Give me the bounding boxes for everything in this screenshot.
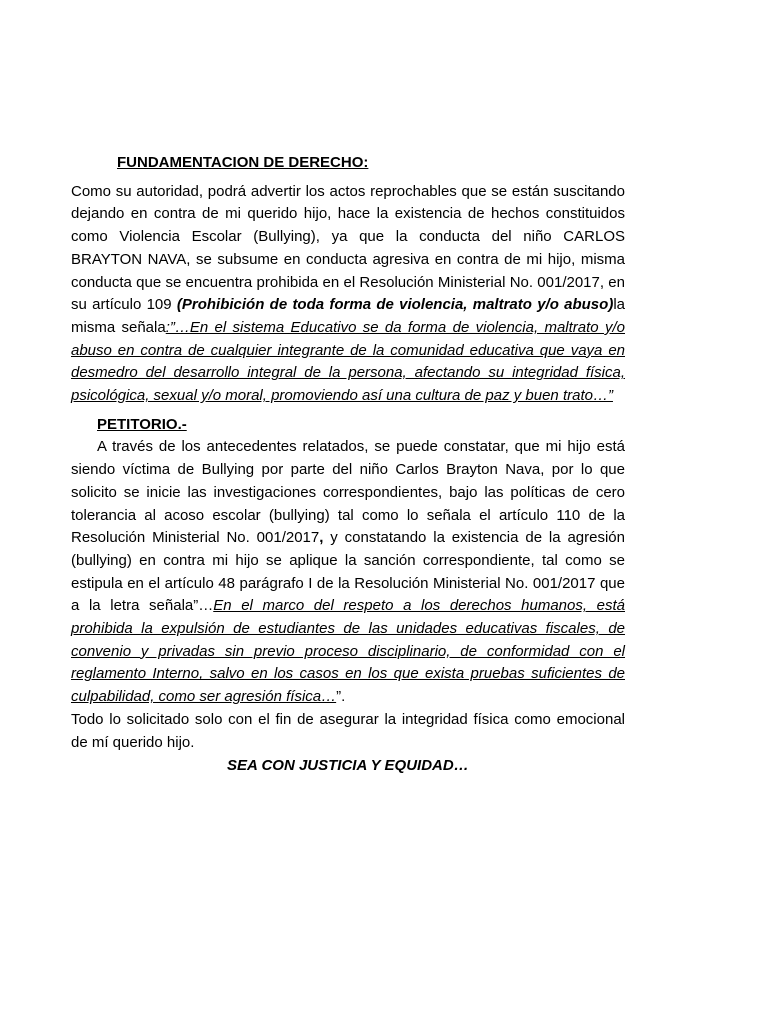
- paragraph-petitorio-text2: y constatando la existencia de la agresión (bullying) en contra mi hijo se aplique la sanción correspondiente, tal como se estipula en el artículo 48 parágrafo I de la Resolución Ministerial No. 001/2017 que a la letra señala”…: [71, 529, 625, 615]
- paragraph-closing-request: Todo lo solicitado solo con el fin de asegurar la integridad física como emocional de mí querido hijo.: [71, 710, 625, 751]
- heading-fundamentacion: FUNDAMENTACION DE DERECHO:: [117, 154, 369, 171]
- paragraph-fundamentacion-mid: la misma señala: [71, 296, 625, 336]
- document-page: [71, 152, 625, 778]
- article-quote: :”…En el sistema Educativo se da forma de violencia, maltrato y/o abuso en contra de cualquier integrante de la comunidad educativa que vaya en desmedro del desarrollo integral de la persona, afectando su integridad física, psicológica, sexual y/o moral, promoviendo así una cultura de paz y buen trato…”: [71, 318, 625, 405]
- paragraph-fundamentacion-text: Como su autoridad, podrá advertir los actos reprochables que se están suscitando dejando en contra de mi querido hijo, hace la existencia de hechos constituidos como Violencia Escolar (Bullying), ya que la conducta del niño CARLOS BRAYTON NAVA, se subsume en conducta agresiva en contra de mi hijo, misma conducta que se encuentra prohibida en el Resolución Ministerial No. 001/2017, en su artículo 109: [71, 182, 625, 314]
- paragraph-petitorio-text1: A través de los antecedentes relatados, se puede constatar, que mi hijo está siendo víctima de Bullying por parte del niño Carlos Brayton Nava, por lo que solicito se inicie las investigaciones correspondientes, bajo las políticas de cero tolerancia al acoso escolar (bullying) tal como lo señala el artículo 110 de la Resolución Ministerial No. 001/2017: [71, 438, 625, 547]
- paragraph-petitorio-comma: ,: [319, 529, 324, 547]
- article-48-quote: En el marco del respeto a los derechos humanos, está prohibida la expulsión de estudiantes de las unidades educativas fiscales, de convenio y privadas sin previo proceso disciplinario, de conformidad con el reglamento Interno, salvo en los casos en los que exista pruebas suficientes de culpabilidad, como ser agresión física…: [71, 597, 625, 706]
- paragraph-fundamentacion: [71, 181, 625, 408]
- heading-petitorio: PETITORIO.-: [97, 415, 187, 433]
- closing-statement: SEA CON JUSTICIA Y EQUIDAD…: [227, 757, 469, 775]
- paragraph-petitorio-end: ”.: [336, 688, 346, 706]
- article-title: (Prohibición de toda forma de violencia, maltrato y/o abuso): [176, 296, 614, 314]
- paragraph-petitorio: [71, 436, 625, 708]
